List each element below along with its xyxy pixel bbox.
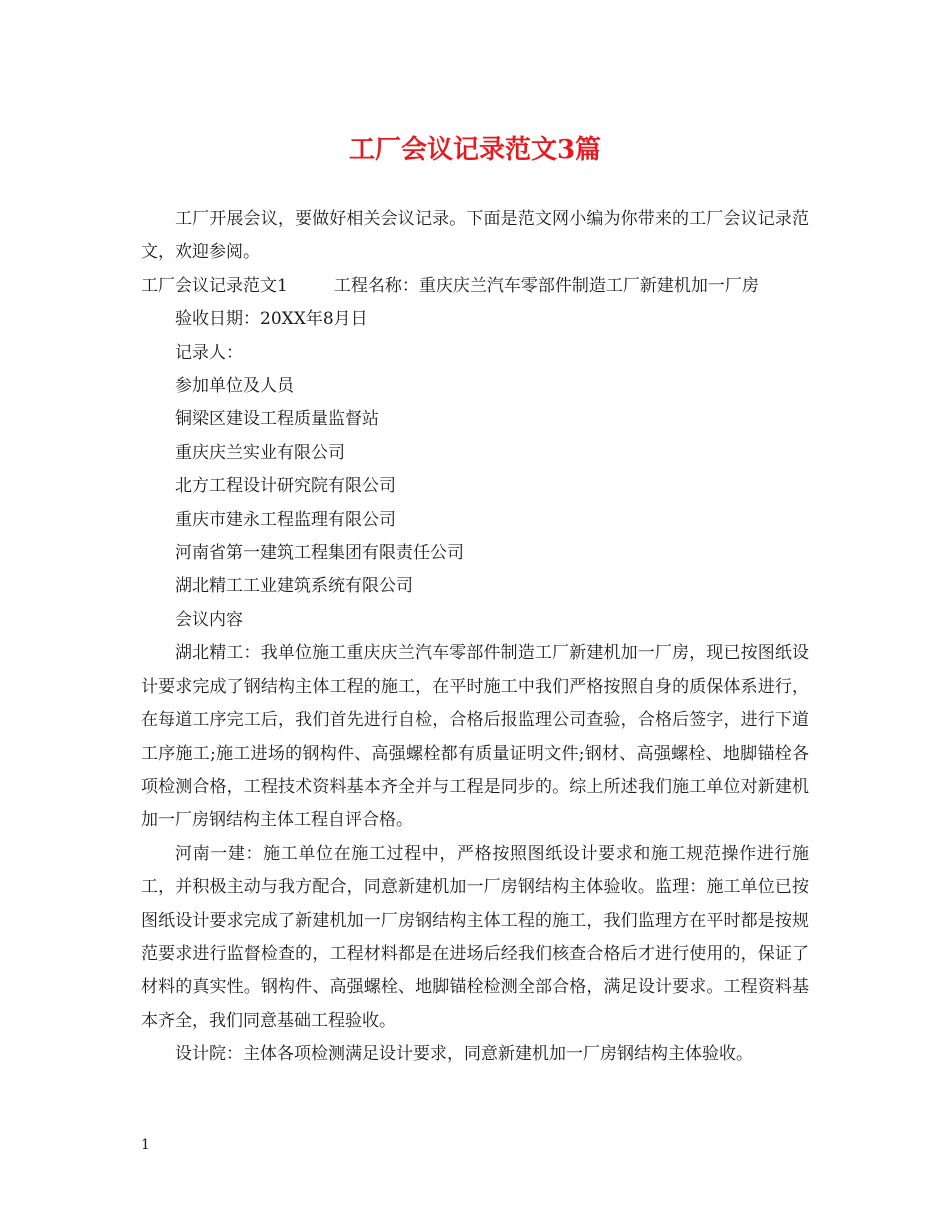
project-name: 工程名称：重庆庆兰汽车零部件制造工厂新建机加一厂房 xyxy=(333,275,759,296)
section-label: 工厂会议记录范文1 xyxy=(141,275,288,296)
participant-item: 铜梁区建设工程质量监督站 xyxy=(175,409,379,430)
participant-item: 湖北精工工业建筑系统有限公司 xyxy=(175,576,413,597)
content-paragraph: 河南一建：施工单位在施工过程中，严格按照图纸设计要求和施工规范操作进行施工，并积极主动与我方配合，同意新建机加一厂房钢结构主体验收。监理：施工单位已按图纸设计要求完成了新建机加一厂房钢结构主体工程的施工，我们监理方在平时都是按规范要求进行监督检查的，工程材料都是在进场后经我们核查合格后才进行使用的，保证了材料的真实性。钢构件、高强螺栓、地脚锚栓检测全部合格，满足设计要求。工程资料基本齐全，我们同意基础工程验收。 xyxy=(141,843,809,1031)
recorder-line: 记录人： xyxy=(175,342,243,363)
participant-item: 重庆庆兰实业有限公司 xyxy=(175,442,345,463)
intro-paragraph: 工厂开展会议，要做好相关会议记录。下面是范文网小编为你带来的工厂会议记录范文，欢迎参阅。 xyxy=(141,209,809,263)
participants-heading: 参加单位及人员 xyxy=(175,376,294,397)
content-heading: 会议内容 xyxy=(175,609,243,630)
participant-item: 重庆市建永工程监理有限公司 xyxy=(175,509,396,530)
document-body xyxy=(141,203,809,1072)
section-header-line xyxy=(141,270,809,303)
participant-item: 河南省第一建筑工程集团有限责任公司 xyxy=(175,543,464,564)
participant-item: 北方工程设计研究院有限公司 xyxy=(175,476,396,497)
content-paragraph: 湖北精工：我单位施工重庆庆兰汽车零部件制造工厂新建机加一厂房，现已按图纸设计要求完成了钢结构主体工程的施工，在平时施工中我们严格按照自身的质保体系进行，在每道工序完工后，我们首先进行自检，合格后报监理公司查验，合格后签字，进行下道工序施工;施工进场的钢构件、高强螺栓都有质量证明文件;钢材、高强螺栓、地脚锚栓各项检测合格，工程技术资料基本齐全并与工程是同步的。综上所述我们施工单位对新建机加一厂房钢结构主体工程自评合格。 xyxy=(141,643,809,831)
page-number: 1 xyxy=(141,1137,150,1153)
content-paragraph: 设计院：主体各项检测满足设计要求，同意新建机加一厂房钢结构主体验收。 xyxy=(175,1044,753,1065)
document-title: 工厂会议记录范文3篇 xyxy=(348,135,602,165)
acceptance-date: 验收日期：20XX年8月日 xyxy=(175,309,368,330)
